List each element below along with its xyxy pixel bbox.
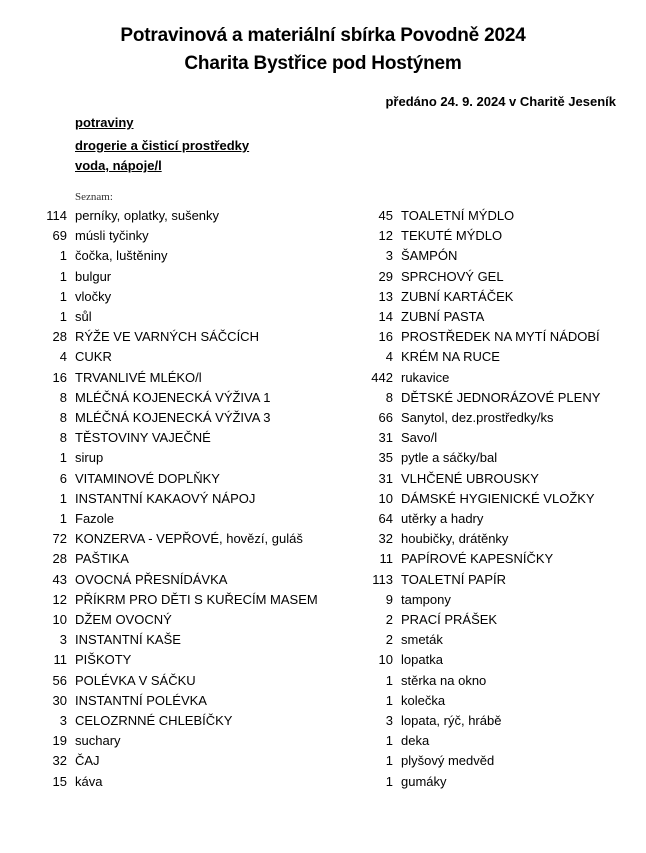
item-quantity: 3 [59, 713, 67, 728]
item-name: MLÉČNÁ KOJENECKÁ VÝŽIVA 1 [75, 389, 271, 405]
item-quantity: 1 [59, 268, 67, 284]
item-quantity: 1 [385, 753, 393, 769]
item-quantity: 64 [378, 511, 393, 526]
item-quantity: 4 [59, 349, 67, 365]
item-quantity: 12 [52, 591, 67, 607]
item-quantity: 56 [52, 672, 67, 688]
item-quantity: 2 [385, 612, 393, 627]
item-name: TĚSTOVINY VAJEČNÉ [75, 430, 211, 446]
summary-label: potraviny [75, 115, 134, 130]
item-quantity: 10 [378, 490, 393, 506]
item-quantity: 1 [59, 248, 67, 264]
item-quantity: 1 [385, 773, 393, 789]
item-name: TOALETNÍ PAPÍR [401, 571, 506, 587]
item-quantity: 3 [59, 632, 67, 648]
item-quantity: 30 [52, 692, 67, 708]
item-quantity: 1 [385, 692, 393, 708]
item-name: KONZERVA - VEPŘOVÉ, hovězí, guláš [75, 531, 303, 547]
item-name: OVOCNÁ PŘESNÍDÁVKA [75, 571, 228, 587]
item-name: DÁMSKÉ HYGIENICKÉ VLOŽKY [401, 490, 595, 506]
list-label: Seznam: [75, 191, 113, 203]
item-name: lopatka [401, 652, 443, 668]
item-name: smeták [401, 632, 443, 648]
item-name: stěrka na okno [401, 672, 487, 688]
item-quantity: 11 [53, 652, 67, 668]
handover-note: předáno 24. 9. 2024 v Charitě Jeseník [385, 94, 616, 109]
item-name: SPRCHOVÝ GEL [401, 268, 504, 284]
item-quantity: 113 [372, 571, 393, 587]
item-quantity: 9 [385, 591, 393, 607]
item-quantity: 1 [59, 309, 67, 324]
item-name: rukavice [401, 369, 450, 385]
item-name: pytle a sáčky/bal [401, 450, 498, 466]
item-name: POLÉVKA V SÁČKU [75, 672, 196, 688]
item-quantity: 13 [378, 288, 393, 304]
item-quantity: 16 [378, 329, 393, 345]
item-name: TOALETNÍ MÝDLO [401, 208, 515, 223]
item-name: TEKUTÉ MÝDLO [401, 228, 503, 244]
item-name: sirup [75, 450, 104, 466]
item-name: čočka, luštěniny [75, 248, 168, 264]
item-quantity: 31 [378, 430, 393, 446]
item-quantity: 3 [385, 713, 393, 728]
item-quantity: 43 [52, 571, 67, 587]
item-name: sůl [75, 309, 92, 324]
item-quantity: 12 [378, 228, 393, 244]
item-name: tampony [401, 591, 451, 607]
item-quantity: 1 [385, 733, 393, 749]
item-name: perníky, oplatky, sušenky [75, 208, 220, 223]
item-quantity: 1 [385, 672, 393, 688]
item-quantity: 32 [52, 753, 67, 769]
item-name: ŠAMPÓN [401, 248, 458, 264]
item-quantity: 8 [59, 430, 67, 446]
item-quantity: 66 [378, 410, 393, 425]
item-name: deka [401, 733, 430, 749]
item-quantity: 10 [378, 652, 393, 668]
item-name: ZUBNÍ PASTA [401, 309, 485, 324]
item-name: CUKR [75, 349, 112, 365]
item-quantity: 28 [52, 329, 67, 345]
item-name: lopata, rýč, hrábě [401, 713, 502, 728]
item-name: INSTANTNÍ KAKAOVÝ NÁPOJ [75, 490, 256, 506]
item-name: DŽEM OVOCNÝ [75, 612, 172, 627]
item-name: utěrky a hadry [401, 511, 484, 526]
item-quantity: 1 [59, 490, 67, 506]
item-quantity: 442 [371, 369, 393, 385]
item-quantity: 31 [378, 470, 393, 486]
item-name: TRVANLIVÉ MLÉKO/l [75, 369, 202, 385]
item-quantity: 1 [59, 288, 67, 304]
item-name: VITAMINOVÉ DOPLŇKY [75, 470, 220, 486]
item-name: PIŠKOTY [75, 652, 132, 668]
item-quantity: 11 [379, 551, 393, 567]
item-name: PAŠTIKA [75, 551, 129, 567]
item-name: kolečka [401, 692, 446, 708]
item-quantity: 6 [59, 470, 67, 486]
item-name: bulgur [75, 268, 112, 284]
item-quantity: 1 [59, 450, 67, 466]
item-name: houbičky, drátěnky [401, 531, 509, 547]
item-name: PAPÍROVÉ KAPESNÍČKY [401, 551, 554, 567]
item-quantity: 32 [378, 531, 393, 547]
item-quantity: 72 [52, 531, 67, 547]
item-quantity: 14 [378, 309, 393, 324]
item-name: ZUBNÍ KARTÁČEK [401, 288, 514, 304]
item-quantity: 4 [385, 349, 393, 365]
item-name: PROSTŘEDEK NA MYTÍ NÁDOBÍ [401, 329, 600, 345]
item-name: ČAJ [75, 753, 100, 769]
item-name: Sanytol, dez.prostředky/ks [401, 410, 554, 425]
item-quantity: 45 [378, 208, 393, 223]
item-quantity: 8 [59, 410, 67, 425]
item-quantity: 1 [59, 511, 67, 526]
summary-label: voda, nápoje/l [75, 158, 162, 173]
item-name: PŘÍKRM PRO DĚTI S KUŘECÍM MASEM [75, 591, 318, 607]
item-name: Savo/l [401, 430, 438, 446]
item-quantity: 16 [52, 369, 67, 385]
item-quantity: 8 [385, 389, 393, 405]
item-name: Fazole [75, 511, 115, 526]
item-quantity: 15 [52, 773, 67, 789]
item-quantity: 10 [52, 612, 67, 627]
item-name: káva [75, 773, 103, 789]
document-title-line-1: Potravinová a materiální sbírka Povodně 2024 [120, 25, 526, 46]
item-quantity: 8 [59, 389, 67, 405]
item-name: plyšový medvěd [401, 753, 495, 769]
item-quantity: 19 [52, 733, 67, 749]
summary-label: drogerie a čisticí prostředky [75, 138, 250, 153]
item-quantity: 28 [52, 551, 67, 567]
item-name: INSTANTNÍ POLÉVKA [75, 692, 207, 708]
item-quantity: 114 [46, 208, 67, 223]
item-name: vločky [75, 288, 112, 304]
item-name: INSTANTNÍ KAŠE [75, 632, 181, 648]
item-name: KRÉM NA RUCE [401, 349, 500, 365]
item-name: gumáky [401, 773, 447, 789]
item-quantity: 3 [385, 248, 393, 264]
item-name: músli tyčinky [75, 228, 149, 244]
item-name: PRACÍ PRÁŠEK [401, 612, 498, 627]
item-name: MLÉČNÁ KOJENECKÁ VÝŽIVA 3 [75, 410, 271, 425]
item-name: suchary [75, 733, 121, 749]
item-name: RÝŽE VE VARNÝCH SÁČCÍCH [75, 329, 259, 345]
item-name: VLHČENÉ UBROUSKY [401, 470, 539, 486]
document-title-line-2: Charita Bystřice pod Hostýnem [184, 53, 462, 74]
item-name: DĚTSKÉ JEDNORÁZOVÉ PLENY [401, 389, 601, 405]
item-quantity: 29 [378, 268, 393, 284]
item-quantity: 2 [385, 632, 393, 648]
item-name: CELOZRNNÉ CHLEBÍČKY [75, 713, 233, 728]
item-quantity: 35 [378, 450, 393, 466]
item-quantity: 69 [52, 228, 67, 244]
